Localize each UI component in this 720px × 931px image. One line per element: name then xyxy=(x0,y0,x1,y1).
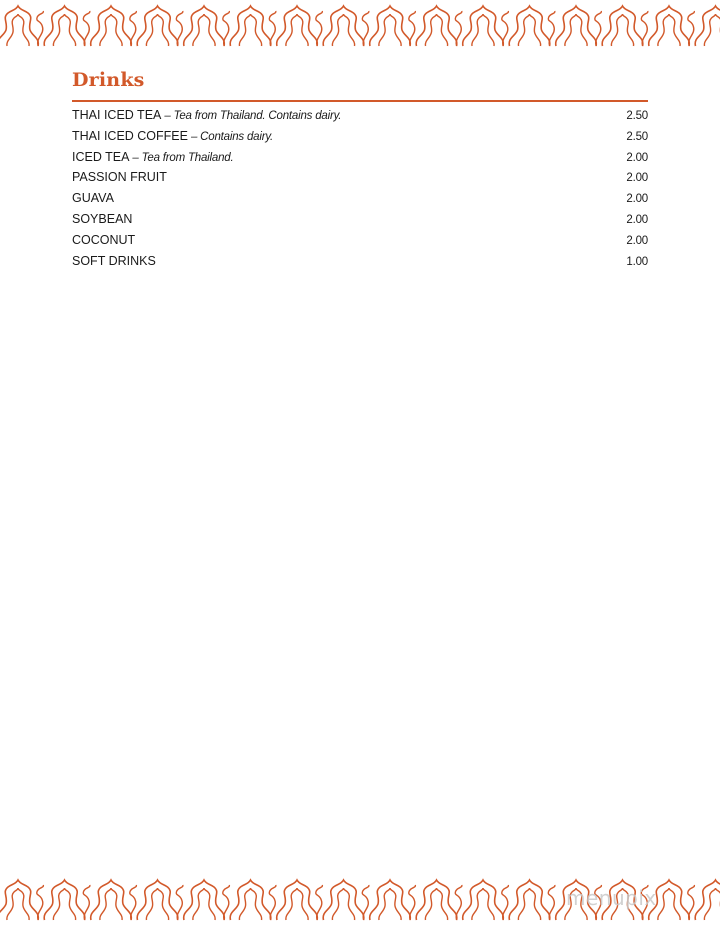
item-dash: – xyxy=(161,110,174,122)
border-motif xyxy=(184,880,230,920)
drinks-section xyxy=(72,66,648,271)
border-motif xyxy=(323,880,369,920)
top-ornamental-border xyxy=(0,2,720,54)
menu-item xyxy=(72,188,648,209)
border-motif xyxy=(463,6,509,46)
border-motif xyxy=(230,880,276,920)
menu-item xyxy=(72,126,648,147)
border-motif xyxy=(649,6,695,46)
item-price: 2.50 xyxy=(626,110,648,122)
border-motif xyxy=(277,880,323,920)
border-motif xyxy=(463,880,509,920)
item-dash: – xyxy=(187,130,201,143)
border-motif xyxy=(91,6,137,46)
watermark-logo: menupix xyxy=(566,886,657,910)
item-price: 2.50 xyxy=(626,130,648,143)
border-motif xyxy=(323,6,369,46)
menu-item xyxy=(72,230,648,251)
section-divider xyxy=(72,100,648,102)
item-price: 2.00 xyxy=(626,234,648,247)
border-motif xyxy=(370,880,416,920)
section-title: Drinks xyxy=(72,69,145,91)
item-name: GUAVA xyxy=(72,191,114,206)
border-motif xyxy=(137,880,183,920)
item-price: 2.00 xyxy=(626,193,648,206)
border-motif xyxy=(370,6,416,46)
item-name: COCONUT xyxy=(72,232,136,247)
border-motif xyxy=(0,880,43,920)
border-motif xyxy=(602,6,648,46)
border-motif xyxy=(556,6,602,46)
border-motif xyxy=(91,880,137,920)
item-name: THAI ICED TEA xyxy=(72,108,162,122)
border-motif xyxy=(137,6,183,46)
item-price: 1.00 xyxy=(626,255,648,268)
item-name: SOFT DRINKS xyxy=(72,253,156,268)
border-motif xyxy=(509,6,555,46)
menu-item xyxy=(72,251,648,272)
menu-item xyxy=(72,105,648,126)
border-motif xyxy=(695,880,720,920)
item-name: SOYBEAN xyxy=(72,211,133,226)
item-name: PASSION FRUIT xyxy=(72,170,167,185)
border-motif xyxy=(44,880,90,920)
item-description: Contains dairy. xyxy=(200,130,274,143)
item-name: ICED TEA xyxy=(72,149,130,164)
border-motif xyxy=(44,6,90,46)
menu-item xyxy=(72,147,648,168)
border-motif xyxy=(416,880,462,920)
item-description: Tea from Thailand. Contains dairy. xyxy=(173,110,342,122)
border-motif xyxy=(509,880,555,920)
item-price: 2.00 xyxy=(626,172,648,185)
menu-item xyxy=(72,209,648,230)
border-motif xyxy=(277,6,323,46)
border-motif xyxy=(184,6,230,46)
item-name: THAI ICED COFFEE xyxy=(72,128,188,143)
item-dash: – xyxy=(129,151,142,164)
border-motif xyxy=(695,6,720,46)
menu-item xyxy=(72,167,648,188)
item-price: 2.00 xyxy=(626,213,648,226)
border-motif xyxy=(0,6,43,46)
border-motif xyxy=(416,6,462,46)
item-price: 2.00 xyxy=(626,151,648,164)
border-motif xyxy=(230,6,276,46)
item-description: Tea from Thailand. xyxy=(141,151,234,164)
